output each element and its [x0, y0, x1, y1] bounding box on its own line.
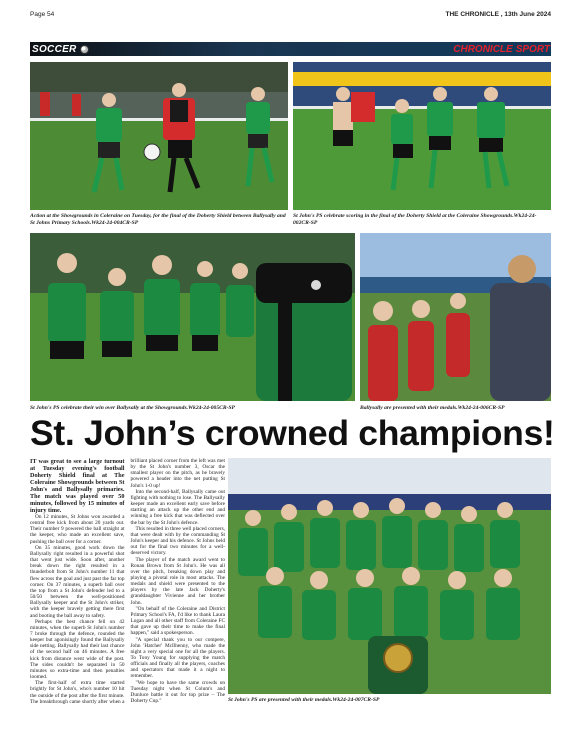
logo-word-sport: SPORT: [515, 43, 550, 55]
photo-action-showgrounds: [30, 62, 288, 210]
football-icon: [80, 45, 89, 54]
article-lead: IT was great to see a large turnout at Tuesday evening's football Doherty Shield final at The Coleraine Showgrounds between St John's and Ballysally primaries. The match was played over 50 minutes, followed by 15 minutes of injury time.: [30, 458, 125, 514]
article-paragraph-10: "We hope to have the same crowds on Tuesday night when St Colum's and Dunluce battle it out for top prize – The Doherty Cup.": [130, 679, 225, 705]
article-paragraph-5: Into the second-half, Ballysally came out fighting with nothing to lose. The Ballysally keeper made an excellent early save before starting an attack up the other end and winning a free kick that was deflected over the bar by the St John's defence.: [130, 488, 225, 526]
article-paragraph-7: The player of the match award went to Ronan Brown from St John's. He was all over the pitch, breaking down play and playing a pivotal role in most attacks. The medals and shield were presented to the players by the late Jack Doherty's granddaughter Vivienne and her brother John.: [130, 556, 225, 606]
photo-celebrate-win: [30, 233, 355, 401]
article-paragraph-6: This resulted in three well placed corners, that were dealt with by the commanding St John's keeper and his defence. St Johns held out for the final two minutes for a well-deserved victory.: [130, 525, 225, 557]
page-header: [30, 8, 551, 20]
chronicle-sport-logo: [453, 43, 550, 55]
article-paragraph-1: On 12 minutes, St Johns won awarded a central free kick from about 20 yards out. Their number 9 powered the ball straight at the keeper, who made an excellent save, pushing the ball over for a corner.: [30, 514, 125, 545]
article-paragraph-9: "A special thank you to our compere, John 'Hatcher' McIlhenny, who made the night a very special one for all the players. To Tony Young for supplying the match officials and finally all the players, coaches and spectators that made it a night to remember.: [130, 636, 225, 680]
article-paragraph-8: "On behalf of the Coleraine and District Primary School's FA, I'd like to thank Laura Logan and all other staff from Coleraine FC that gave up their time to make the final happen," said a spokesperson.: [130, 605, 225, 637]
article-paragraph-4: The first-half of extra time started brightly for St John's, who's number 10 hit the outside of the post after the first minute. The breakthrough came shortly after when a brilliant placed corner from the left was met by the St John's number 3, Oscar the smallest player on the pitch, as he bravely powered a header into the net putting St John's 1-0 up!: [30, 458, 225, 705]
article-paragraph-2: On 35 minutes, good work down the Ballysally right resulted in a powerful shot that went just wide. Soon after, another break down the right resulted in a thunderbolt from St John's number 11 that flew across the goal and just past the far top corner. On 37 minutes, a superb ball over the top from a St John's defender led to a 50/50 between the well-positioned Ballysally keeper and the St John's striker, with the keeper bravely getting there first and booting the ball away to safety.: [30, 544, 125, 619]
caption-stjohns-medals: St John's PS are presented with their medals.Wk24-24-007CR-SP: [228, 697, 380, 703]
caption-celebrate-win: St John's PS celebrate their win over Ballysally at the Showgrounds.Wk24-24-005CR-SP: [30, 405, 235, 411]
caption-celebrate-scoring: St John's PS celebrate scoring in the final of the Doherty Shield at the Coleraine Showgrounds.Wk24-24-002CR-SP: [293, 213, 537, 226]
photo-stjohns-medals: [228, 458, 551, 694]
logo-word-chronicle: CHRONICLE: [453, 43, 513, 55]
photo-ballysally-medals: [360, 233, 551, 401]
article-body: [30, 458, 225, 730]
section-label-text: SOCCER: [32, 43, 77, 55]
publication-dateline: THE CHRONICLE , 13th June 2024: [445, 10, 551, 18]
caption-ballysally-medals: Ballysally are presented with their medals.Wk24-24-006CR-SP: [360, 405, 505, 411]
caption-action-showgrounds: Action at the Showgrounds in Coleraine on Tuesday, for the final of the Doherty Shield between Ballysally and St Johns Primary Schools.Wk24-24-004CR-SP: [30, 213, 286, 226]
section-label: [32, 43, 89, 55]
article-headline: St. John’s crowned champions!: [30, 413, 555, 453]
photo-celebrate-scoring: [293, 62, 551, 210]
article-paragraph-3: Perhaps the best chance fell on 42 minutes, when the superb St John's number 7 broke through the defence, rounded the keeper but agonisingly found the Ballysally side netting. Ballysally had their last chance of the second half on 46 minutes. A free kick from distance went wide of the post. The sides couldn't be separated in 50 minutes so extra-time and then penalties loomed.: [30, 618, 125, 681]
page-number: Page 54: [30, 10, 55, 18]
